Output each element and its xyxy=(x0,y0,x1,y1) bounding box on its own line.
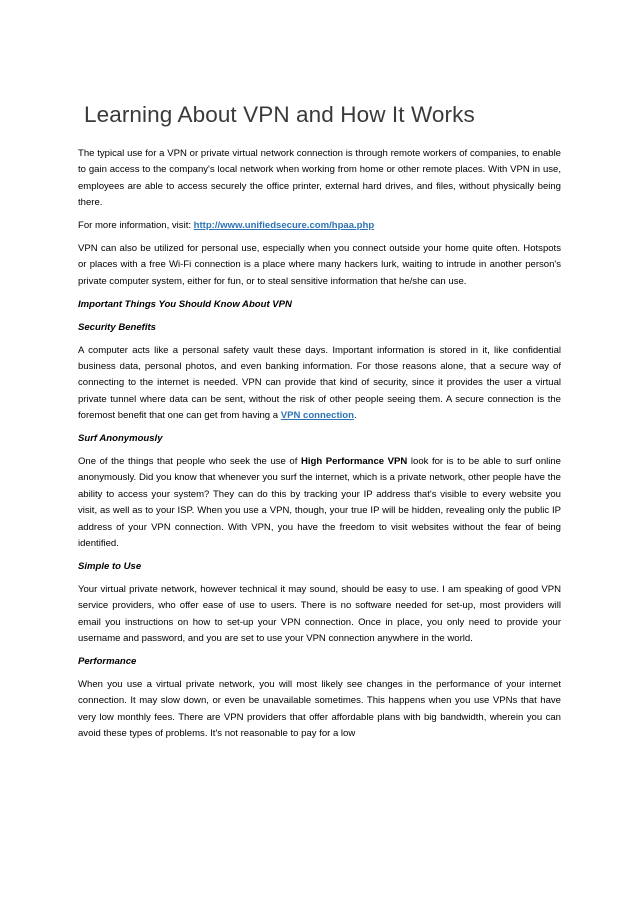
surf-prefix: One of the things that people who seek the use of xyxy=(78,456,301,467)
section-heading-simple: Simple to Use xyxy=(78,560,142,572)
document-body xyxy=(78,100,561,749)
surf-text: look for is to be able to surf online anonymously. Did you know that whenever you surf the internet, which is a private network, other people have the ability to access your system? They can do this by tracking your IP address that's visible to every website you visit, as well as to your ISP. When you use a VPN, though, your true IP will be hidden, revealing only the public IP address of your VPN connection. With VPN, you have the freedom to visit websites without the fear of being identified. xyxy=(78,456,561,550)
more-info-prefix: For more information, visit: xyxy=(78,220,194,232)
simple-paragraph: Your virtual private network, however technical it may sound, should be easy to use. I am speaking of good VPN service providers, who offer ease of use to users. There is no software needed for set-up, most providers will email you instructions on how to set-up your VPN connection. Once in place, you only need to provide your username and password, and you are set to use your VPN connection anywhere in the world. xyxy=(78,583,561,645)
personal-use-paragraph: VPN can also be utilized for personal use, especially when you connect outside your home quite often. Hotspots or places with a free Wi-Fi connection is a place where many hackers lurk, waiting to intrude in another person's private computer system, either for fun, or to steal sensitive information that he/she can use. xyxy=(78,243,561,287)
performance-paragraph: When you use a virtual private network, you will most likely see changes in the performance of your internet connection. It may slow down, or even be unavailable sometimes. This happens when you use VPNs that have very low monthly fees. There are VPN providers that offer affordable plans with big bandwidth, wherein you can avoid these types of problems. It's not reasonable to pay for a low xyxy=(78,678,561,740)
section-heading-surf: Surf Anonymously xyxy=(78,433,163,445)
vpn-connection-link[interactable]: VPN connection xyxy=(280,410,354,422)
intro-paragraph: The typical use for a VPN or private virtual network connection is through remote workers of companies, to enable to gain access to the company's local network when working from home or other remote places. With VPN in use, employees are able to access securely the office printer, external hard drives, and files, without physically being there. xyxy=(78,148,561,209)
section-heading-performance: Performance xyxy=(78,655,137,667)
section-heading-important: Important Things You Should Know About VPN xyxy=(78,298,292,310)
high-performance-vpn-text: High Performance VPN xyxy=(300,456,408,467)
page-title: Learning About VPN and How It Works xyxy=(84,102,475,127)
security-paragraph xyxy=(78,343,561,425)
surf-paragraph xyxy=(78,454,561,552)
section-heading-security: Security Benefits xyxy=(78,321,156,333)
unifiedsecure-link[interactable]: http://www.unifiedsecure.com/hpaa.php xyxy=(193,220,375,232)
security-text: A computer acts like a personal safety vault these days. Important information is stored in it, like confidential business data, personal photos, and even banking information. For those reasons alone, that a secure way of connecting to the internet is needed. VPN can provide that kind of security, since it provides the user a virtual private tunnel where data can be sent, without the risk of other people seeing them. A secure connection is the foremost benefit that one can get from having a xyxy=(78,344,561,422)
more-info-paragraph xyxy=(78,218,561,234)
security-end: . xyxy=(353,410,357,422)
